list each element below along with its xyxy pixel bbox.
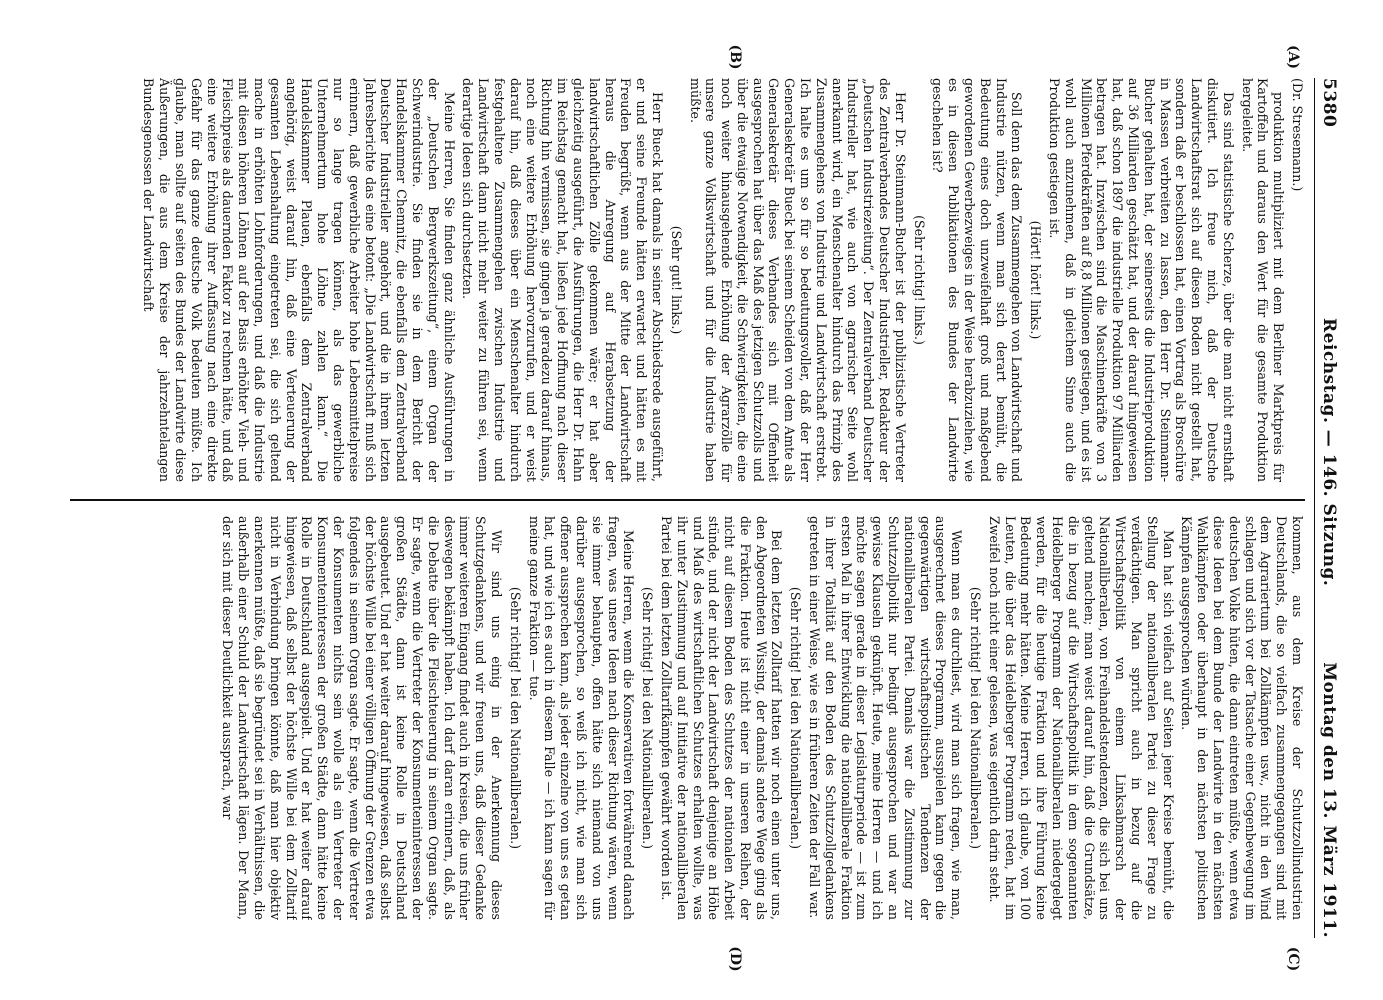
interjection: (Sehr richtig! bei den Nationalliberalen.) (968, 586, 984, 850)
column-divider (70, 499, 1305, 501)
interjection: (Sehr richtig! bei den Nationalliberalen.) (507, 586, 523, 850)
paragraph: Soll denn das dem Zusammengehen von Landwirtschaft und Industrie nützen, wenn man sich derart bemüht, die Bedeutung eines doch unzweifelhaft groß und maßgebend gewordenen Gewerbezweiges in der Weise herabzuziehen, wie es in diesen Publikationen des Bundes der Landwirte geschehen ist? (930, 78, 1025, 482)
margin-mark-a: (A) (1285, 44, 1301, 70)
paragraph: Wir sind uns einig in der Anerkennung dieses Schutzgedankens, und wir freuen uns, daß dieser Gedanke immer weiteren Eingang findet auch in Kreisen, die uns früher deswegen bekämpft haben. Ich darf daran erinnern, daß, als die Debatte über die Fleischteuerung in seinem Organ sagte. Er sagte, wenn die Vertreter der Konsumenteninteressen der großen Städte, dann ist keine Rolle in Deutschland ausgebeutet. Und er hat weiter darauf hingewiesen, daß selbst der höchste Wille bei einer völligen Öffnung der Grenzen etwa folgendes in seinem Organ sagte. Er sagte, wenn die Vertreter der Konsumenten nichts sein wolle als ein Vertreter der Konsumenteninteressen der großen Städte, dann hätte keine Rolle in Deutschland ausgespielt. Und er hat weiter darauf hingewiesen, daß selbst der höchste Wille bei dem Zolltarif nicht in Verbindung bringen könnte, daß man hier objektiv anerkennen müßte, daß sie begründet sei in Verhältnissen, die außerhalb einer Schuld der Landwirtschaft lägen. Der Mann, der sich mit dieser Deutlichkeit aussprach, war (220, 516, 504, 920)
margin-mark-c: (C) (1285, 946, 1301, 972)
margin-mark-b: (B) (727, 44, 743, 70)
interjection: (Sehr richtig! bei den Nationalliberalen.) (640, 586, 656, 850)
interjection: (Hört! hört! links.) (1028, 220, 1044, 340)
paragraph: Das sind statistische Scherze, über die man nicht ernsthaft diskutiert. Ich freue mich, daß der Deutsche Landwirtschaftsrat sich auf diesen Boden nicht gestellt hat, sondern daß er beschlossen hat, einen Vortrag als Broschüre in Massen verbreiten zu lassen, den Herr Dr. Steinmann-Bucher gehalten hat, der seinerseits die Industrieproduktion auf 36 Milliarden geschätzt hat, und der darauf hingewiesen hat, daß schon 1897 die industrielle Produktion 97 Milliarden betragen hat. Inzwischen sind die Maschinenkräfte von 3 Millionen Pferdekräften auf 8,8 Millionen gestiegen, und es ist wohl auch anzunehmen, daß in gleichem Sinne auch die Produktion gestiegen ist. (1047, 78, 1236, 482)
session-date: Montag den 13. März 1911. (1319, 662, 1339, 938)
page-number: 5380 (1319, 78, 1339, 128)
paragraph: (Dr. Stresemann.) (1290, 78, 1305, 192)
margin-mark-d: (D) (727, 946, 743, 972)
paragraph: Wenn man es durchliest, wird man sich fragen, wie man, ausgerechnet dieses Programm, ausspielen kann gegen die gegenwärtigen wirtschaftspolitischen Tendenzen der nationalliberalen Partei. Damals war die Zustimmung zur Schutzzollpolitik nur bedingt ausgesprochen und war an gewisse Klauseln geknüpft. Heute, meine Herren — und ich möchte sagen gerade in dieser Legislaturperiode — ist zum ersten Mal in ihrer Entwicklung die nationalliberale Fraktion in ihrer Totalität auf den Boden des Schutzzollgedankens getreten in einer Weise, wie es in früheren Zeiten der Fall war. (807, 516, 965, 920)
paragraph: Meine Herren, wenn die Konservativen fortwährend danach fragen, was unsere Ideen nach dieser Richtung wären, wenn sie immer behaupten, offen hätte sich niemand von uns darüber ausgesprochen, so weiß ich nicht, wie man sich offener aussprechen kann, als jeder einzelne von uns es getan hat, und wie ich es auch in diesem Falle — ich kann sagen für meine ganze Fraktion — tue. (526, 516, 637, 920)
session-title: Reichstag. — 146. Sitzung. (1319, 318, 1339, 587)
left-text-column (65, 78, 1305, 482)
interjection: (Sehr richtig! bei den Nationalliberalen.) (788, 586, 804, 850)
paragraph: Meine Herren, Sie finden ganz ähnliche Ausführungen in der „Deutschen Bergwerkszeitung“, einem Organ der Schwerindustrie. Sie finden sie in dem Bericht der Handelskammer Chemnitz, die ebenfalls dem Zentralverband Deutscher Industrieller angehört, und die in ihrem letzten Jahresberichte das eine betont: „Die Landwirtschaft muß sich erinnern, daß gewerbliche Arbeiter hohe Lebensmittelpreise nur so lange tragen können, als das gewerbliche Unternehmertum hohe Löhne zahlen kann.“ Die Handelskammer Plauen, ebenfalls dem Zentralverband angehörig, weist darauf hin, daß eine Verteuerung der gesamten Lebenshaltung eingetreten sei, die sich geltend mache in erhöhten Lohnforderungen, und daß die Industrie mit diesen höheren Löhnen auf der Basis erhöhter Vieh- und Fleischpreise als dauernden Faktor zu rechnen hätte, und daß eine weitere Erhöhung ihrer Auffassung nach eine direkte Gefahr für das ganze deutsche Volk bedeuten müßte. Ich glaube, man sollte auf seiten des Bundes der Landwirte diese Äußerungen, die aus dem Kreise der jahrzehntelangen Bundesgenossen der Landwirtschaft (141, 78, 457, 482)
paragraph: Herr Bueck hat damals in seiner Abschiedsrede ausgeführt, er und seine Freunde hätten erwartet und hätten es mit Freuden begrüßt, wenn aus der Mitte der Landwirtschaft heraus die Anregung auf Herabsetzung der landwirtschaftlichen Zölle gekommen wäre; er hat aber gleichzeitig ausgeführt, die Ausführungen, die Herr Dr. Hahn im Reichstag gemacht hat, ließen jede Hoffnung nach dieser Richtung hin vermissen, sie gingen ja geradezu darauf hinaus, noch eine weitere Erhöhung hervorzurufen, und er weist darauf hin, daß dieses über ein Menschenalter hindurch festgehaltene Zusammengehen zwischen Industrie und Landwirtschaft dann nicht mehr weiter zu führen sei, wenn derartige Ideen sich durchsetzten. (460, 78, 665, 482)
paragraph: kommen, aus dem Kreise der Schutzzollindustrien Deutschlands, die so vielfach zusammengegangen sind mit dem Agrariertum bei Zollkämpfen usw., nicht in den Wind schlagen und sich vor der Tatsache einer Gegenbewegung im deutschen Volke hüten, die dann eintreten müßte, wenn etwa diese Ideen bei dem Bunde der Landwirte in den nächsten Wahlkämpfen oder überhaupt in den nächsten politischen Kämpfen ausgesprochen würden. (1179, 516, 1305, 920)
paragraph: Bei dem letzten Zolltarif hatten wir noch einen unter uns, den Abgeordneten Wissing, der damals andere Wege ging als die Fraktion. Heute ist nicht einer in unseren Reihen, der nicht auf diesem Boden des Schutzes der nationalen Arbeit stünde, und der nicht der Landwirtschaft denjenige an Höhe und Maß des wirtschaftlichen Schutzes erhalten wollte, was ihr unter Zustimmung und auf Initiative der nationalliberalen Partei bei dem letzten Zolltarifkämpfen gewährt worden ist. (658, 516, 785, 920)
interjection: (Sehr richtig! links.) (911, 215, 927, 345)
paragraph: Man hat sich vielfach auf Seiten jener Kreise bemüht, die Stellung der nationalliberalen Partei zu dieser Frage zu verdächtigen. Man spricht auch in bezug auf die Wirtschaftspolitik von einem Linksabmarsch der Nationalliberalen, von Freihandelstendenzen, die sich bei uns geltend machen; man weist darauf hin, daß die Grundsätze, die in bezug auf die Wirtschaftspolitik in dem sogenannten Heidelberger Programm der Nationalliberalen niedergelegt werden, für die heutige Fraktion und ihre Führung keine Bedeutung mehr hätten. Meine Herren, ich glaube, von 100 Leuten, die über das Heidelberger Programm reden, hat im Zweifel noch nicht einer gelesen, was eigentlich darin steht. (986, 516, 1176, 920)
paragraph: Herr Dr. Steinmann-Bucher ist der publizistische Vertreter des Zentralverbandes Deutscher Industrieller, Redakteur der „Deutschen Industriezeitung“. Der Zentralverband Deutscher Industrieller hat, wie auch von agrarischer Seite wohl anerkannt wird, ein Menschenalter hindurch das Prinzip des Zusammengehens von Industrie und Landwirtschaft erstrebt. Ich halte es um so für so bedeutungsvoller, daß der Herr Generalsekretär Bueck bei seinem Scheiden von dem Amte als Generalsekretär dieses Verbandes sich mit Offenheit ausgesprochen hat über das Maß des jetzigen Schutzzolls und über die etwaige Notwendigkeit, die Schwierigkeiten, die eine noch weiter hinausgehende Erhöhung der Agrarzölle für unsere ganze Volkswirtschaft und für die Industrie haben müßte. (687, 78, 908, 482)
right-text-column (65, 516, 1305, 920)
page-header (1314, 78, 1343, 938)
paragraph: produktion multipliziert mit dem Berliner Marktpreis für Kartoffeln und daraus den Wert für die gesamte Produktion hergeleitet. (1239, 78, 1287, 482)
interjection: (Sehr gut! links.) (668, 225, 684, 335)
